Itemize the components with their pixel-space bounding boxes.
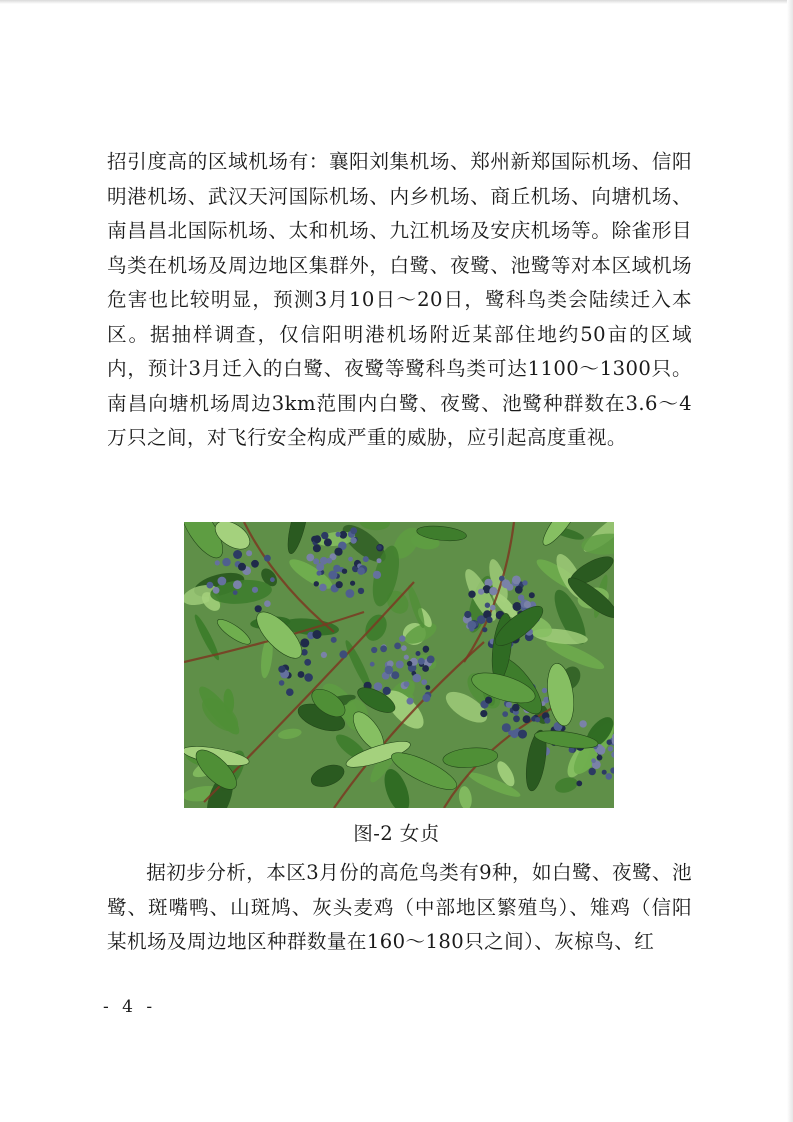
berry [339, 650, 347, 658]
berry [255, 605, 262, 612]
berry [522, 580, 527, 585]
berry [421, 679, 427, 685]
berry [391, 671, 399, 679]
paragraph-text: 据初步分析，本区3月份的高危鸟类有9种，如白鹭、夜鹭、池鹭、斑嘴鸭、山斑鸠、灰头麦鸡（中部地区繁殖鸟）、雉鸡（信阳某机场及周边地区种群数量在160～180只之间）、灰椋鸟、红 [107, 861, 692, 953]
berry [502, 711, 508, 717]
berry [529, 592, 535, 598]
berry [279, 680, 285, 686]
berry [252, 587, 258, 593]
berry [579, 720, 586, 727]
page-number: - 4 - [103, 997, 157, 1017]
berry [518, 730, 527, 739]
berry [413, 674, 422, 683]
berry [602, 770, 607, 775]
berry [374, 682, 383, 691]
berry [383, 687, 391, 695]
berry [502, 579, 511, 588]
berry [464, 611, 471, 618]
berry [596, 746, 605, 755]
berry [218, 577, 227, 586]
berry [326, 558, 332, 564]
berry [394, 643, 401, 650]
berry [334, 548, 342, 556]
berry [407, 661, 412, 666]
berry [317, 571, 322, 576]
berry [298, 671, 305, 678]
berry [513, 715, 520, 722]
berry [468, 591, 475, 598]
berry [324, 538, 332, 546]
berry [377, 545, 382, 550]
berry [333, 565, 340, 572]
berry [418, 658, 425, 665]
berry [416, 651, 421, 656]
berry [478, 589, 484, 595]
berry [278, 666, 285, 673]
berry [485, 697, 492, 704]
figure-privet-photo [184, 522, 614, 808]
berry [535, 717, 540, 722]
berry [512, 576, 521, 585]
berry [363, 556, 369, 562]
berry [524, 601, 531, 608]
berry [485, 603, 490, 608]
berry [608, 746, 613, 751]
berry [422, 694, 430, 702]
berry [480, 710, 487, 717]
berry [306, 554, 314, 562]
berry [336, 532, 341, 537]
scan-edge-right [787, 0, 793, 1122]
berry [321, 532, 328, 539]
berry [331, 637, 337, 643]
berry [246, 550, 252, 556]
berry [286, 688, 294, 696]
berry [523, 715, 531, 723]
berry [233, 590, 238, 595]
berry [222, 558, 230, 566]
berry [425, 685, 430, 690]
berry [313, 535, 321, 543]
scan-edge-top [0, 0, 793, 4]
berry [233, 580, 242, 589]
berry [264, 555, 271, 562]
berry [407, 698, 414, 705]
berry [544, 717, 550, 723]
berry [380, 645, 387, 652]
berry [350, 537, 356, 543]
berry [321, 652, 327, 658]
berry [346, 589, 355, 598]
berry [270, 577, 275, 582]
berry [482, 627, 487, 632]
berry [401, 645, 407, 651]
privet-photo [184, 522, 614, 808]
berry [314, 581, 319, 586]
berry [404, 681, 410, 687]
berry [304, 673, 313, 682]
berry [513, 602, 522, 611]
berry [238, 563, 246, 571]
berry [490, 605, 496, 611]
berry [313, 630, 322, 639]
berry [396, 661, 404, 669]
berry [357, 567, 365, 575]
berry [502, 723, 511, 732]
berry [576, 781, 582, 787]
berry [591, 758, 596, 763]
berry [336, 581, 343, 588]
body-paragraph-1 [107, 145, 692, 456]
berry [342, 569, 347, 574]
berry [213, 587, 220, 594]
berry [489, 587, 497, 595]
berry [597, 755, 603, 761]
berry [423, 647, 429, 653]
berry [427, 656, 435, 664]
berry [251, 560, 259, 568]
berry [264, 600, 271, 607]
berry [399, 635, 405, 641]
figure-caption: 图-2 女贞 [353, 822, 440, 845]
berry [377, 558, 382, 563]
berry [207, 582, 214, 589]
berry [469, 627, 474, 632]
berry [313, 544, 321, 552]
berry [350, 581, 355, 586]
berry [319, 584, 327, 592]
body-paragraph-2 [107, 856, 692, 960]
berry [233, 550, 242, 559]
berry [373, 571, 381, 579]
berry [486, 617, 492, 623]
paragraph-text: 招引度高的区域机场有：襄阳刘集机场、郑州新郑国际机场、信阳明港机场、武汉天河国际机场、内乡机场、商丘机场、向塘机场、南昌昌北国际机场、太和机场、九江机场及安庆机场等。除雀形目鸟类在机场及周边地区集群外，白鹭、夜鹭、池鹭等对本区域机场危害也比较明显，预测3月10日～20日，鹭科鸟类会陆续迁入本区。据抽样调查，仅信阳明港机场附近某部住地约50亩的区域内，预计3月迁入的白鹭、夜鹭等鹭科鸟类可达1100～1300只。南昌向塘机场周边3km范围内白鹭、夜鹭、池鹭种群数在3.6～4万只之间，对飞行安全构成严重的威胁，应引起高度重视。 [107, 150, 692, 449]
berry [371, 647, 377, 653]
berry [350, 527, 357, 534]
berry [370, 662, 375, 667]
berry [304, 659, 311, 666]
berry [300, 638, 309, 647]
berry [215, 560, 220, 565]
berry [358, 588, 364, 594]
berry [506, 702, 512, 708]
berry [348, 557, 353, 562]
berry [385, 666, 394, 675]
berry [515, 586, 523, 594]
berry [607, 739, 613, 745]
berry [606, 773, 613, 780]
berry [542, 688, 547, 693]
berry [589, 768, 596, 775]
berry [316, 563, 324, 571]
berry [404, 655, 409, 660]
